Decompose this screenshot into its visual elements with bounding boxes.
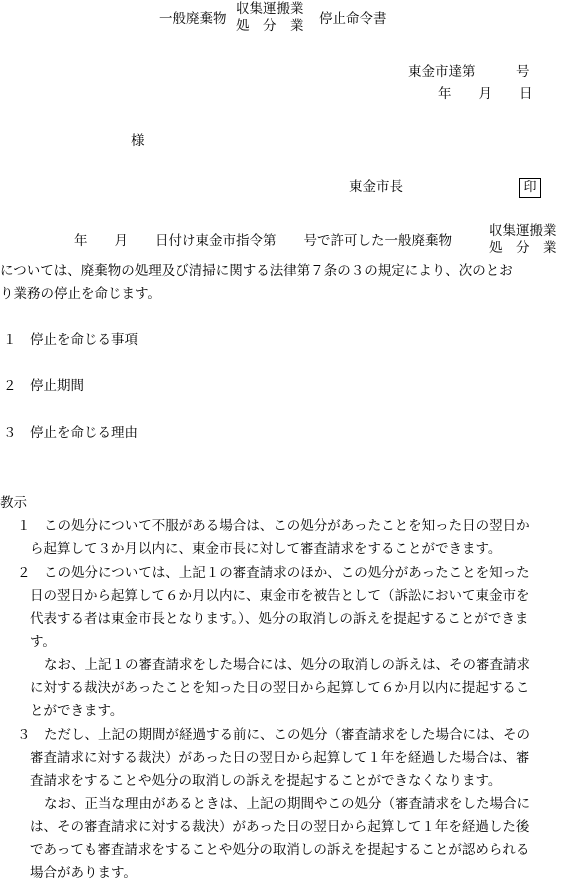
- body-type-disposal: 処 分 業: [489, 239, 557, 256]
- notice-line: １ この処分について不服がある場合は、この処分があったことを知った日の翌日か: [17, 518, 530, 534]
- notice-heading: 教示: [0, 495, 27, 511]
- notice-line: とができます。: [30, 703, 124, 719]
- notice-line: ２ この処分については、上記１の審査請求のほか、この処分があったことを知った: [17, 565, 530, 581]
- body-line-1: については、廃棄物の処理及び清掃に関する法律第７条の３の規定により、次のとお: [0, 263, 513, 279]
- body-business-type: [489, 225, 557, 255]
- notice-line: に対する裁決があったことを知った日の翌日から起算して６か月以内に提起するこ: [30, 680, 530, 696]
- notice-line: ら起算して３か月以内に、東金市長に対して審査請求をすることができます。: [30, 541, 502, 557]
- notice-line: なお、正当な理由があるときは、上記の期間やこの処分（審査請求をした場合に: [44, 796, 530, 812]
- title-type-collection: 収集運搬業: [236, 1, 304, 17]
- document-date: 年 月 日: [438, 86, 533, 102]
- seal-mark: 印: [519, 178, 541, 198]
- body-type-collection: 収集運搬業: [489, 223, 557, 239]
- issuer: 東金市長: [349, 179, 403, 195]
- item-1: １ 停止を命じる事項: [3, 332, 138, 348]
- notice-line: 場合があります。: [30, 865, 137, 881]
- title-prefix: 一般廃棄物: [159, 11, 227, 27]
- title-suffix: 停止命令書: [319, 11, 387, 27]
- body-lead: 年 月 日付け東金市指令第 号で許可した一般廃棄物: [74, 233, 452, 249]
- title-type-disposal: 処 分 業: [236, 17, 304, 34]
- notice-line: は、その審査請求に対する裁決）があった日の翌日から起算して１年を経過した後: [30, 819, 530, 835]
- notice-line: ３ ただし、上記の期間が経過する前に、この処分（審査請求をした場合には、その: [17, 727, 530, 743]
- item-2: ２ 停止期間: [3, 378, 84, 394]
- document-number: 東金市達第 号: [408, 64, 530, 80]
- notice-line: であっても審査請求をすることや処分の取消しの訴えを提起することが認められる: [30, 842, 530, 858]
- notice-line: 査請求をすることや処分の取消しの訴えを提起することができなくなります。: [30, 773, 502, 789]
- item-3: ３ 停止を命じる理由: [3, 425, 138, 441]
- body-line-2: り業務の停止を命じます。: [0, 286, 161, 302]
- notice-line: 日の翌日から起算して６か月以内に、東金市を被告として（訴訟において東金市を: [30, 588, 530, 604]
- title-business-type: [236, 3, 304, 33]
- addressee-suffix: 様: [131, 133, 145, 149]
- notice-line: す。: [30, 634, 56, 650]
- notice-line: 審査請求に対する裁決）があった日の翌日から起算して１年を経過した場合は、審: [30, 750, 530, 766]
- notice-line: なお、上記１の審査請求をした場合には、処分の取消しの訴えは、その審査請求: [44, 657, 530, 673]
- notice-line: 代表する者は東金市長となります。）、処分の取消しの訴えを提起することができま: [30, 611, 529, 627]
